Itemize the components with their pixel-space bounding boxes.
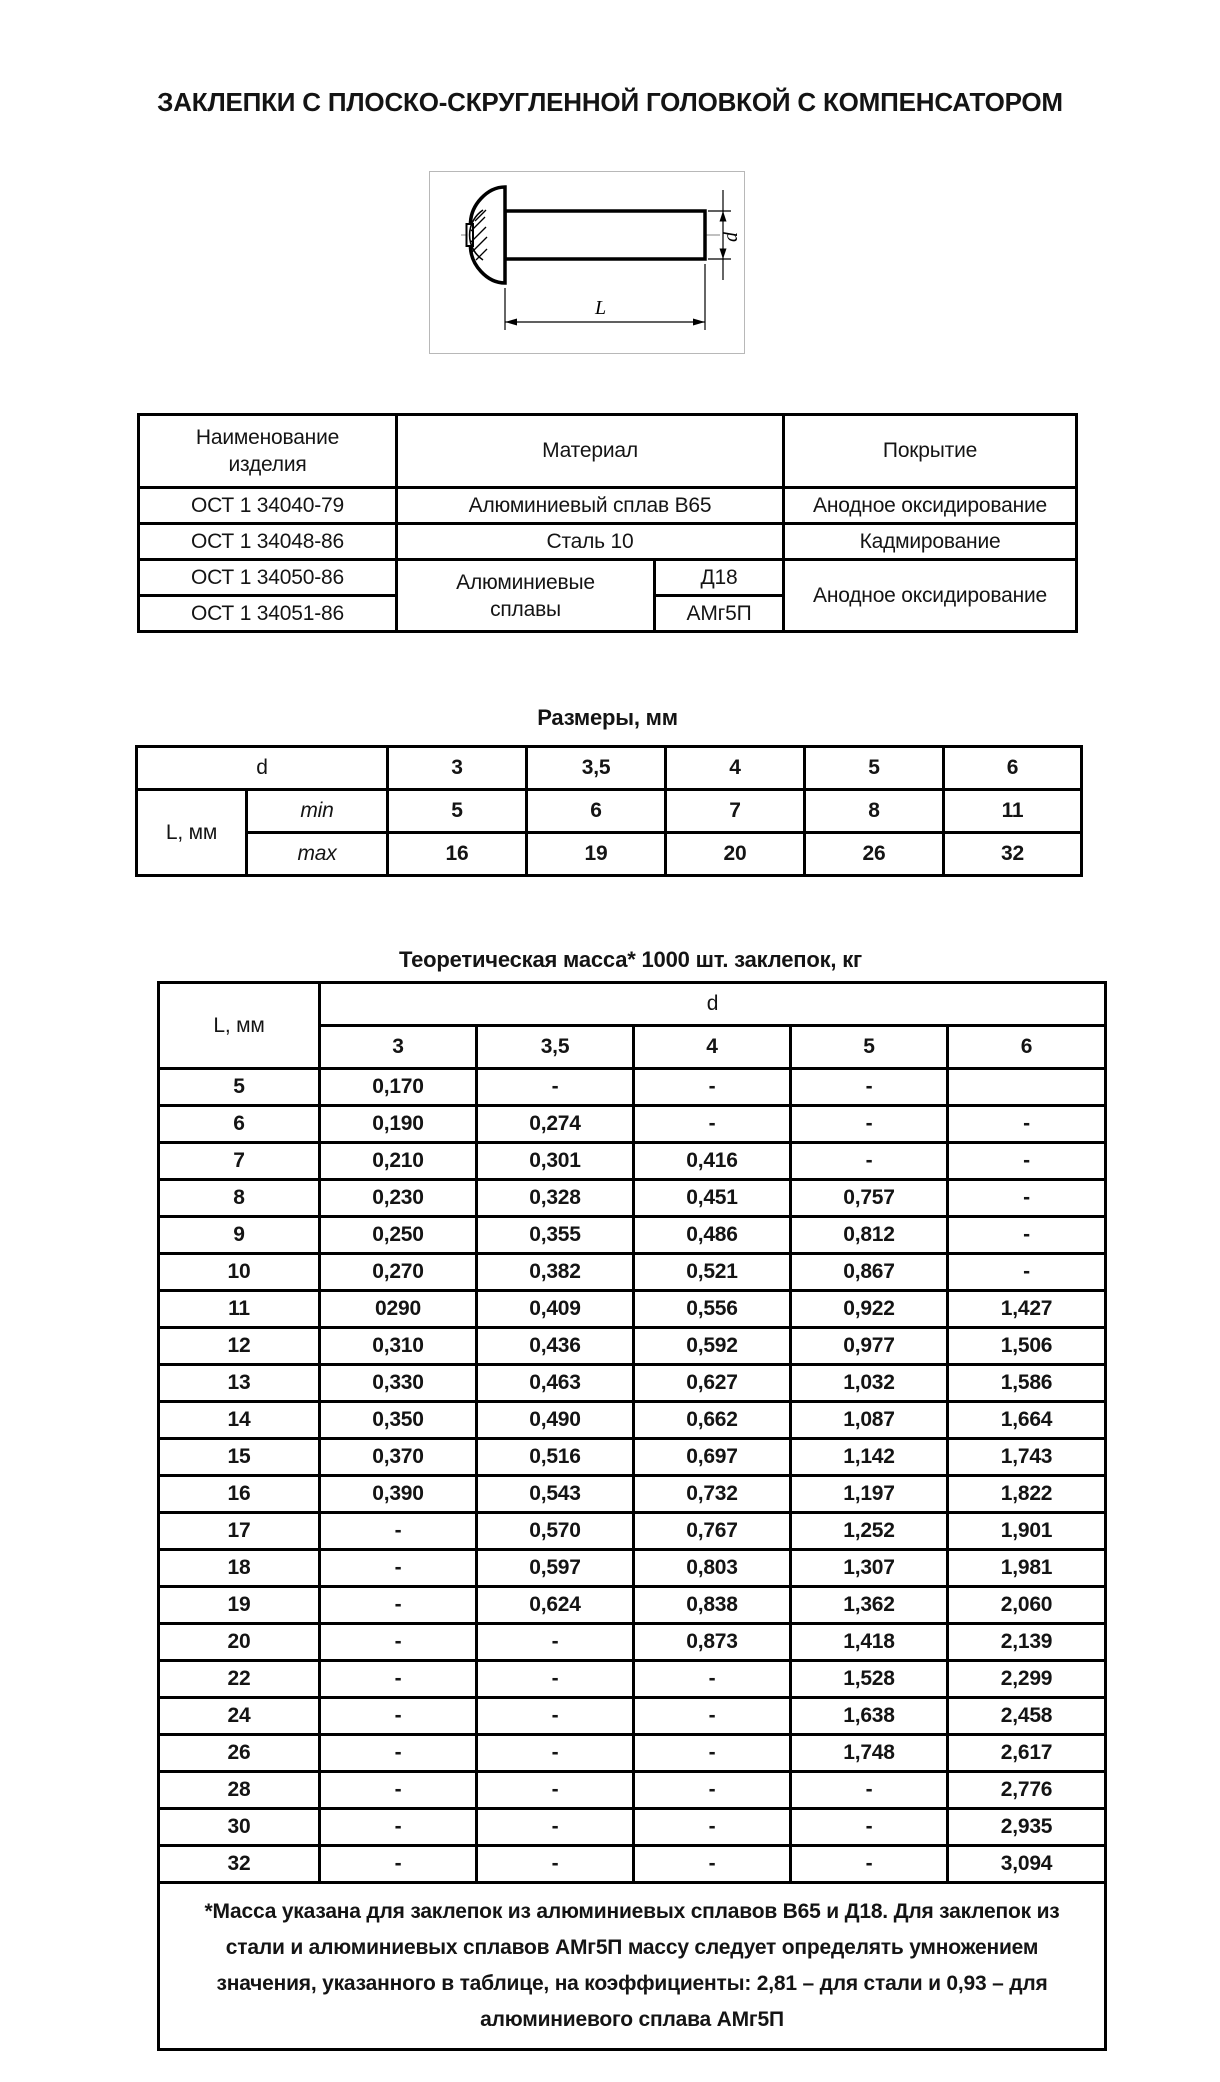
mass-row-length: 9: [159, 1217, 320, 1254]
sizes-max-value: 19: [527, 833, 666, 876]
sizes-d-label: d: [137, 747, 388, 790]
product-standard: ОСТ 1 34050-86: [139, 560, 397, 596]
mass-value-cell: -: [791, 1143, 948, 1180]
mass-table-row: [159, 1402, 1106, 1439]
mass-table-row: [159, 1328, 1106, 1365]
materials-row: [139, 524, 1077, 560]
mass-row-length: 12: [159, 1328, 320, 1365]
material-group-cell: Алюминиевые сплавы: [397, 560, 655, 632]
mass-value-cell: 0,732: [634, 1476, 791, 1513]
mass-value-cell: 0,274: [477, 1106, 634, 1143]
mass-table-row: [159, 1809, 1106, 1846]
mass-value-cell: 1,981: [948, 1550, 1106, 1587]
mass-value-cell: 0,662: [634, 1402, 791, 1439]
sizes-d-value: 6: [944, 747, 1082, 790]
mass-table-row: [159, 1143, 1106, 1180]
mass-row-length: 14: [159, 1402, 320, 1439]
mass-value-cell: -: [477, 1661, 634, 1698]
mass-value-cell: 0,543: [477, 1476, 634, 1513]
mass-table-row: [159, 1106, 1106, 1143]
mass-value-cell: -: [320, 1846, 477, 1883]
mass-value-cell: -: [320, 1587, 477, 1624]
mass-value-cell: -: [791, 1069, 948, 1106]
mass-value-cell: 0,556: [634, 1291, 791, 1328]
sizes-max-row: [137, 833, 1082, 876]
mass-value-cell: 1,427: [948, 1291, 1106, 1328]
mass-value-cell: 0,301: [477, 1143, 634, 1180]
mass-value-cell: 0,170: [320, 1069, 477, 1106]
material-grade-cell: Д18: [655, 560, 784, 596]
mass-d-header: 4: [634, 1026, 791, 1069]
mass-value-cell: 0,436: [477, 1328, 634, 1365]
sizes-d-row: [137, 747, 1082, 790]
mass-value-cell: 2,458: [948, 1698, 1106, 1735]
mass-value-cell: 0,592: [634, 1328, 791, 1365]
mass-value-cell: -: [634, 1772, 791, 1809]
mass-value-cell: -: [320, 1698, 477, 1735]
mass-table-row: [159, 1476, 1106, 1513]
mass-value-cell: -: [634, 1106, 791, 1143]
sizes-min-label: min: [247, 790, 388, 833]
mass-row-length: 24: [159, 1698, 320, 1735]
mass-row-length: 16: [159, 1476, 320, 1513]
mass-value-cell: 2,299: [948, 1661, 1106, 1698]
mass-value-cell: 2,617: [948, 1735, 1106, 1772]
mass-value-cell: 0,624: [477, 1587, 634, 1624]
mass-value-cell: 0,767: [634, 1513, 791, 1550]
mass-value-cell: 0,867: [791, 1254, 948, 1291]
mass-value-cell: 0,190: [320, 1106, 477, 1143]
d-arrow-top: [720, 211, 727, 222]
mass-value-cell: -: [320, 1735, 477, 1772]
mass-value-cell: 0,328: [477, 1180, 634, 1217]
mass-value-cell: 0,370: [320, 1439, 477, 1476]
mass-value-cell: 0290: [320, 1291, 477, 1328]
mass-value-cell: -: [948, 1143, 1106, 1180]
sizes-table-title: Размеры, мм: [537, 705, 678, 730]
mass-table-row: [159, 1624, 1106, 1661]
mass-row-length: 5: [159, 1069, 320, 1106]
mass-row-length: 28: [159, 1772, 320, 1809]
mass-value-cell: [948, 1069, 1106, 1106]
coating-cell: Анодное оксидирование: [784, 560, 1077, 632]
product-standard: ОСТ 1 34048-86: [139, 524, 397, 560]
mass-value-cell: 1,822: [948, 1476, 1106, 1513]
rivet-head-outline: [471, 187, 506, 283]
mass-table-row: [159, 1550, 1106, 1587]
rivet-drawing-svg: [425, 154, 750, 359]
mass-row-length: 6: [159, 1106, 320, 1143]
mass-value-cell: -: [791, 1106, 948, 1143]
product-standard: ОСТ 1 34040-79: [139, 488, 397, 524]
sizes-min-row: [137, 790, 1082, 833]
mass-row-length: 19: [159, 1587, 320, 1624]
mass-value-cell: -: [320, 1772, 477, 1809]
mass-value-cell: 0,310: [320, 1328, 477, 1365]
sizes-min-value: 7: [666, 790, 805, 833]
mass-value-cell: 0,330: [320, 1365, 477, 1402]
mass-value-cell: -: [948, 1180, 1106, 1217]
sizes-l-label: L, мм: [137, 790, 247, 876]
mass-value-cell: 0,838: [634, 1587, 791, 1624]
mass-value-cell: 1,528: [791, 1661, 948, 1698]
mass-table-row: [159, 1069, 1106, 1106]
mass-row-length: 26: [159, 1735, 320, 1772]
mass-value-cell: -: [948, 1217, 1106, 1254]
materials-header-name: Наименование изделия: [139, 415, 397, 488]
mass-table-row: [159, 1735, 1106, 1772]
mass-table-title: Теоретическая масса* 1000 шт. заклепок, кг: [399, 947, 862, 972]
mass-footnote: *Масса указана для заклепок из алюминиевых сплавов В65 и Д18. Для заклепок из стали и алюминиевых сплавов АМг5П массу следует определять умножением значения, указанного в таблице, на коэффициенты: 2,81 – для стали и 0,93 – для алюминиевого сплава АМг5П: [159, 1883, 1106, 2050]
mass-l-label: L, мм: [159, 983, 320, 1069]
page-title: ЗАКЛЕПКИ С ПЛОСКО-СКРУГЛЕННОЙ ГОЛОВКОЙ С КОМПЕНСАТОРОМ: [157, 87, 1063, 117]
mass-value-cell: 2,935: [948, 1809, 1106, 1846]
mass-value-cell: 1,142: [791, 1439, 948, 1476]
mass-value-cell: -: [948, 1254, 1106, 1291]
mass-value-cell: 0,210: [320, 1143, 477, 1180]
mass-value-cell: -: [477, 1069, 634, 1106]
mass-value-cell: -: [320, 1809, 477, 1846]
sizes-min-value: 11: [944, 790, 1082, 833]
mass-value-cell: 1,307: [791, 1550, 948, 1587]
mass-value-cell: 1,197: [791, 1476, 948, 1513]
mass-value-cell: 1,506: [948, 1328, 1106, 1365]
mass-d-header: 6: [948, 1026, 1106, 1069]
l-arrow-left: [505, 319, 517, 326]
mass-row-length: 17: [159, 1513, 320, 1550]
l-arrow-right: [693, 319, 705, 326]
mass-header-row: [159, 983, 1106, 1026]
rivet-drawing: [425, 154, 750, 359]
materials-table: [137, 413, 1078, 633]
sizes-max-value: 16: [388, 833, 527, 876]
mass-value-cell: 0,627: [634, 1365, 791, 1402]
mass-row-length: 7: [159, 1143, 320, 1180]
sizes-d-value: 3,5: [527, 747, 666, 790]
sizes-d-value: 4: [666, 747, 805, 790]
mass-d-header: 3,5: [477, 1026, 634, 1069]
mass-value-cell: 0,486: [634, 1217, 791, 1254]
mass-table-row: [159, 1661, 1106, 1698]
mass-value-cell: 0,350: [320, 1402, 477, 1439]
sizes-table: [135, 745, 1083, 877]
mass-value-cell: -: [477, 1624, 634, 1661]
mass-value-cell: -: [634, 1698, 791, 1735]
l-dimension-label: L: [595, 297, 606, 319]
mass-value-cell: 0,803: [634, 1550, 791, 1587]
mass-value-cell: -: [477, 1698, 634, 1735]
mass-value-cell: 1,638: [791, 1698, 948, 1735]
sizes-max-label: max: [247, 833, 388, 876]
mass-value-cell: 0,597: [477, 1550, 634, 1587]
materials-header-coating: Покрытие: [784, 415, 1077, 488]
mass-row-length: 20: [159, 1624, 320, 1661]
mass-value-cell: 1,664: [948, 1402, 1106, 1439]
mass-value-cell: 0,521: [634, 1254, 791, 1291]
mass-value-cell: -: [634, 1809, 791, 1846]
sizes-max-value: 26: [805, 833, 944, 876]
mass-value-cell: -: [634, 1069, 791, 1106]
mass-table-row: [159, 1439, 1106, 1476]
mass-value-cell: 0,922: [791, 1291, 948, 1328]
mass-value-cell: 0,451: [634, 1180, 791, 1217]
mass-value-cell: 0,390: [320, 1476, 477, 1513]
mass-value-cell: -: [634, 1661, 791, 1698]
mass-d-header: 5: [791, 1026, 948, 1069]
mass-value-cell: 0,355: [477, 1217, 634, 1254]
mass-value-cell: 2,776: [948, 1772, 1106, 1809]
mass-value-cell: -: [791, 1809, 948, 1846]
mass-row-length: 22: [159, 1661, 320, 1698]
mass-row-length: 15: [159, 1439, 320, 1476]
mass-value-cell: 0,382: [477, 1254, 634, 1291]
mass-value-cell: 0,463: [477, 1365, 634, 1402]
sizes-d-value: 5: [805, 747, 944, 790]
mass-value-cell: 1,362: [791, 1587, 948, 1624]
d-dimension-label: d: [720, 232, 742, 242]
mass-value-cell: 0,250: [320, 1217, 477, 1254]
mass-row-length: 18: [159, 1550, 320, 1587]
mass-row-length: 8: [159, 1180, 320, 1217]
mass-table-row: [159, 1254, 1106, 1291]
mass-value-cell: 0,416: [634, 1143, 791, 1180]
material-grade-cell: АМг5П: [655, 596, 784, 632]
mass-table-row: [159, 1698, 1106, 1735]
mass-row-length: 11: [159, 1291, 320, 1328]
material-cell: Алюминиевый сплав В65: [397, 488, 784, 524]
materials-header-row: [139, 415, 1077, 488]
mass-value-cell: 0,977: [791, 1328, 948, 1365]
coating-cell: Кадмирование: [784, 524, 1077, 560]
coating-cell: Анодное оксидирование: [784, 488, 1077, 524]
rivet-shank: [505, 211, 705, 259]
mass-value-cell: -: [320, 1661, 477, 1698]
mass-value-cell: 0,570: [477, 1513, 634, 1550]
mass-value-cell: 1,748: [791, 1735, 948, 1772]
mass-table-row: [159, 1513, 1106, 1550]
mass-table-row: [159, 1180, 1106, 1217]
mass-value-cell: -: [791, 1772, 948, 1809]
mass-value-cell: 3,094: [948, 1846, 1106, 1883]
mass-value-cell: 2,060: [948, 1587, 1106, 1624]
mass-value-cell: -: [634, 1735, 791, 1772]
mass-value-cell: 0,516: [477, 1439, 634, 1476]
mass-value-cell: 1,252: [791, 1513, 948, 1550]
sizes-max-value: 20: [666, 833, 805, 876]
material-cell: Сталь 10: [397, 524, 784, 560]
mass-d-header: 3: [320, 1026, 477, 1069]
mass-table-row: [159, 1587, 1106, 1624]
mass-footnote-row: [159, 1883, 1106, 2050]
mass-value-cell: -: [477, 1846, 634, 1883]
mass-d-label: d: [320, 983, 1106, 1026]
mass-value-cell: 0,697: [634, 1439, 791, 1476]
mass-row-length: 10: [159, 1254, 320, 1291]
sizes-min-value: 6: [527, 790, 666, 833]
mass-value-cell: -: [634, 1846, 791, 1883]
mass-value-cell: 0,757: [791, 1180, 948, 1217]
mass-value-cell: 2,139: [948, 1624, 1106, 1661]
mass-value-cell: 1,032: [791, 1365, 948, 1402]
materials-row: [139, 560, 1077, 596]
mass-table-row: [159, 1772, 1106, 1809]
mass-value-cell: 1,743: [948, 1439, 1106, 1476]
product-standard: ОСТ 1 34051-86: [139, 596, 397, 632]
mass-row-length: 32: [159, 1846, 320, 1883]
materials-header-material: Материал: [397, 415, 784, 488]
mass-table-body: [159, 1069, 1106, 1883]
sizes-min-value: 5: [388, 790, 527, 833]
mass-value-cell: 1,418: [791, 1624, 948, 1661]
mass-row-length: 13: [159, 1365, 320, 1402]
mass-value-cell: 0,490: [477, 1402, 634, 1439]
mass-value-cell: 0,270: [320, 1254, 477, 1291]
mass-value-cell: -: [320, 1513, 477, 1550]
mass-value-cell: -: [948, 1106, 1106, 1143]
mass-table-row: [159, 1291, 1106, 1328]
mass-value-cell: -: [477, 1772, 634, 1809]
mass-value-cell: -: [477, 1735, 634, 1772]
mass-table-row: [159, 1365, 1106, 1402]
mass-value-cell: 0,230: [320, 1180, 477, 1217]
sizes-min-value: 8: [805, 790, 944, 833]
sizes-d-value: 3: [388, 747, 527, 790]
mass-value-cell: 1,087: [791, 1402, 948, 1439]
materials-row: [139, 488, 1077, 524]
mass-value-cell: 0,873: [634, 1624, 791, 1661]
mass-value-cell: -: [477, 1809, 634, 1846]
mass-value-cell: 1,901: [948, 1513, 1106, 1550]
mass-value-cell: -: [320, 1550, 477, 1587]
mass-value-cell: 0,409: [477, 1291, 634, 1328]
d-arrow-bottom: [720, 249, 727, 260]
mass-value-cell: -: [791, 1846, 948, 1883]
sizes-max-value: 32: [944, 833, 1082, 876]
mass-value-cell: -: [320, 1624, 477, 1661]
mass-row-length: 30: [159, 1809, 320, 1846]
mass-table: [157, 981, 1107, 2051]
mass-table-row: [159, 1217, 1106, 1254]
mass-value-cell: 1,586: [948, 1365, 1106, 1402]
mass-value-cell: 0,812: [791, 1217, 948, 1254]
mass-table-row: [159, 1846, 1106, 1883]
